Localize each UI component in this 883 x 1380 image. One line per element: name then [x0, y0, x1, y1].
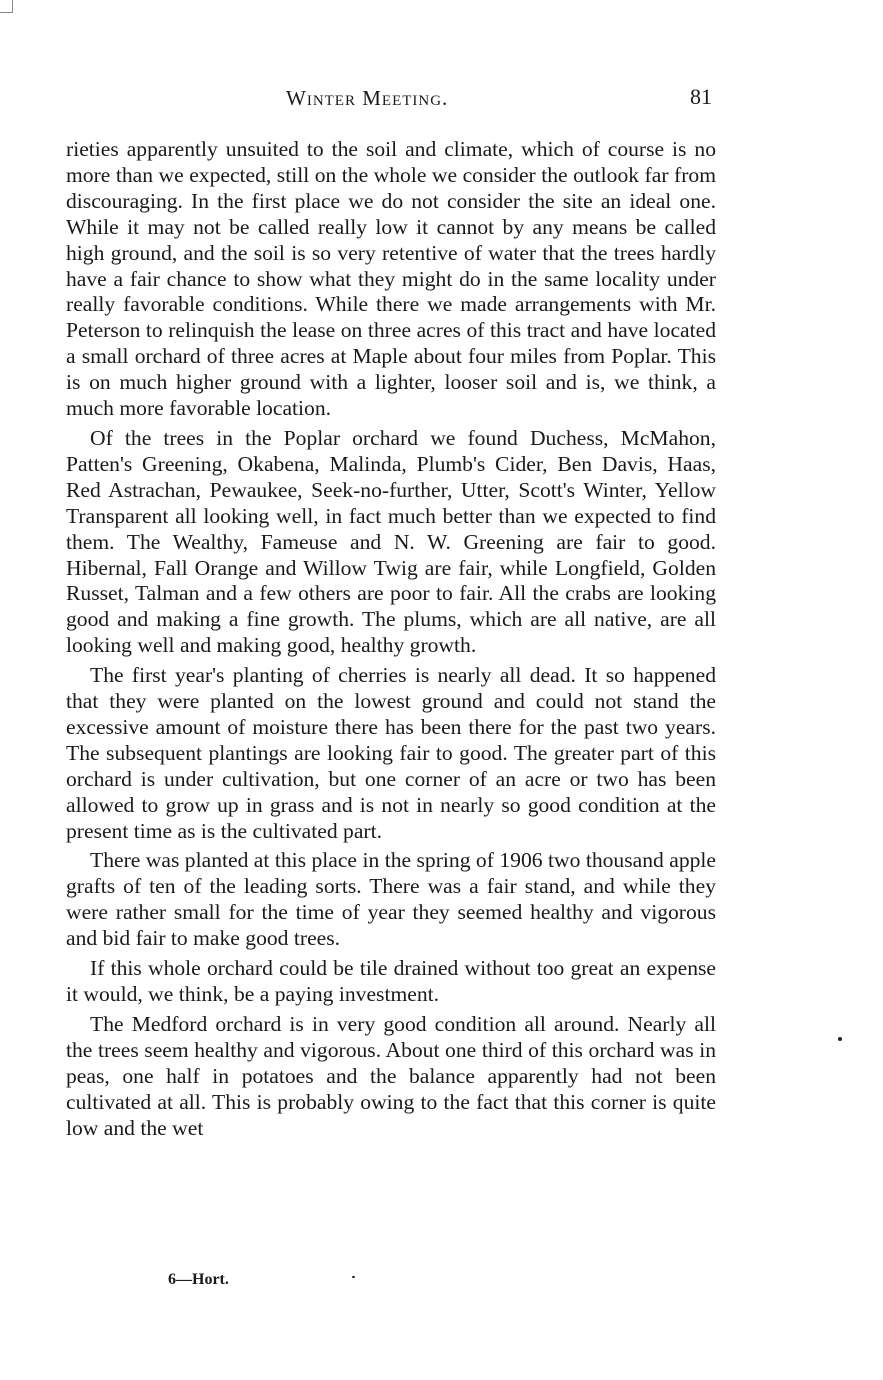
paragraph-poplar-orchard: Of the trees in the Poplar orchard we found Duchess, McMahon, Patten's Greening, Okabena, Malinda, Plumb's Cider, Ben Davis, Haas, Red Astrachan, Pewaukee, Seek-no-further, Utter, Scott's Winter, Yellow Transparent all looking well, in fact much better than we expected to find them. The Wealthy, Fameuse and N. W. Greening are fair to good. Hibernal, Fall Orange and Willow Twig are fair, while Longfield, Golden Russet, Talman and a few others are poor to fair. All the crabs are looking good and making a fine growth. The plums, which are all native, are all looking well and making good, healthy growth.	[66, 425, 716, 658]
paragraph-continued: rieties apparently unsuited to the soil and climate, which of course is no more than we expected, still on the whole we consider the outlook far from discouraging. In the first place we do not consider the site an ideal one. While it may not be called really low it cannot by any means be called high ground, and the soil is so very retentive of water that the trees hardly have a fair chance to show what they might do in the same locality under really favorable conditions. While there we made arrangements with Mr. Peterson to relinquish the lease on three acres of this tract and have located a small orchard of three acres at Maple about four miles from Poplar. This is on much higher ground with a lighter, looser soil and is, we think, a much more favorable location.	[66, 137, 716, 421]
paragraph-medford-orchard: The Medford orchard is in very good condition all around. Nearly all the trees seem healthy and vigorous. About one third of this orchard was in peas, one half in potatoes and the balance apparently had not been cultivated at all. This is probably owing to the fact that this corner is quite low and the wet	[66, 1011, 716, 1140]
page-header	[66, 84, 716, 114]
scan-corner-mark	[0, 0, 13, 13]
scan-speck	[838, 1037, 842, 1041]
scan-speck	[352, 1276, 355, 1278]
paragraph-apple-grafts: There was planted at this place in the spring of 1906 two thousand apple grafts of ten of the leading sorts. There was a fair stand, and while they were rather small for the time of year they seemed healthy and vigorous and bid fair to make good trees.	[66, 848, 716, 951]
running-head: Winter Meeting.	[286, 86, 449, 110]
page-number: 81	[690, 84, 712, 109]
body-text	[66, 137, 716, 1145]
paragraph-cherries: The first year's planting of cherries is nearly all dead. It so happened that they were planted on the lowest ground and could not stand the excessive amount of moisture there has been there for the past two years. The subsequent plantings are looking fair to good. The greater part of this orchard is under cultivation, but one corner of an acre or two has been allowed to grow up in grass and is not in nearly so good condition at the present time as is the cultivated part.	[66, 663, 716, 843]
paragraph-tile-drained: If this whole orchard could be tile drained without too great an expense it would, we think, be a paying investment.	[66, 956, 716, 1006]
signature-mark: 6—Hort.	[168, 1271, 229, 1288]
